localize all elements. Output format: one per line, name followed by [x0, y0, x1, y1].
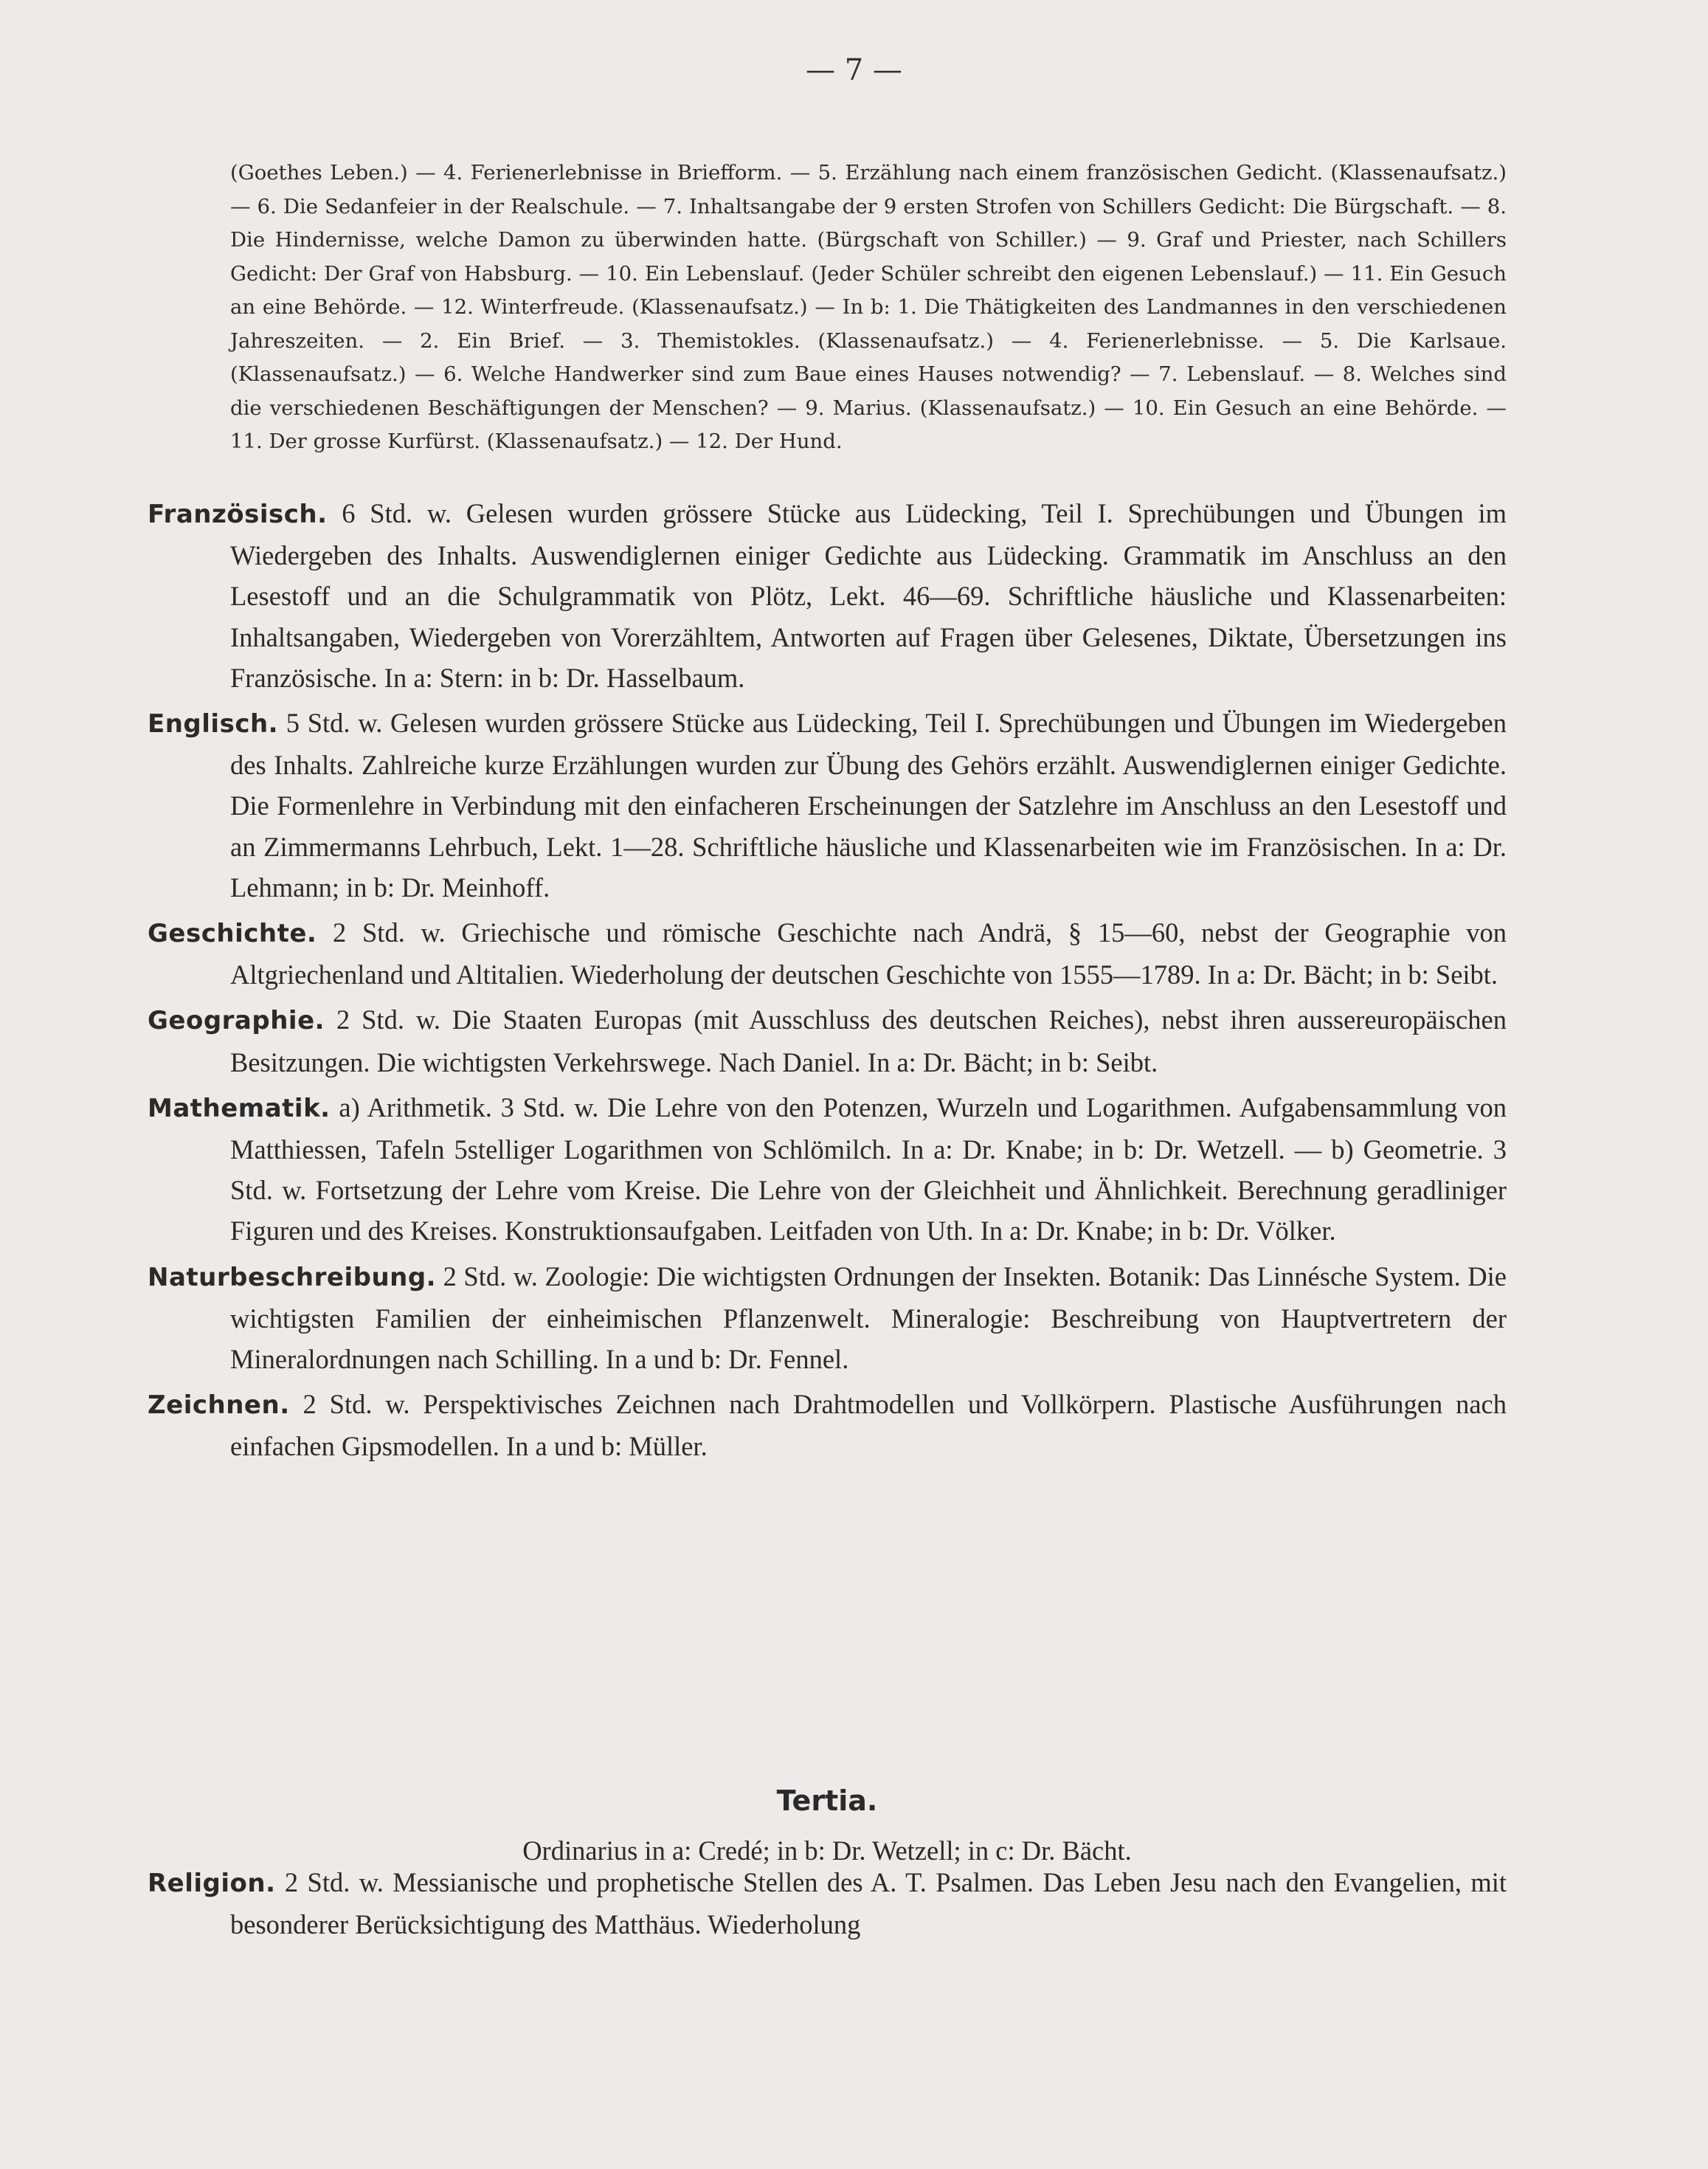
subject-heading: Religion.: [148, 1869, 276, 1898]
section-naturbeschreibung: [148, 1256, 1507, 1380]
section-zeichnen: [148, 1384, 1507, 1466]
intro-paragraph: (Goethes Leben.) — 4. Ferienerlebnisse in Briefform. — 5. Erzählung nach einem französischen Gedicht. (Klassenaufsatz.) — 6. Die Sedanfeier in der Realschule. — 7. Inhaltsangabe der 9 ersten Strofen von Schillers Gedicht: Die Bürgschaft. — 8. Die Hindernisse, welche Damon zu überwinden hatte. (Bürgschaft von Schiller.) — 9. Graf und Priester, nach Schillers Gedicht: Der Graf von Habsburg. — 10. Ein Lebenslauf. (Jeder Schüler schreibt den eigenen Lebenslauf.) — 11. Ein Gesuch an eine Behörde. — 12. Winterfreude. (Klassenaufsatz.) — In b: 1. Die Thätigkeiten des Landmannes in den verschiedenen Jahreszeiten. — 2. Ein Brief. — 3. Themistokles. (Klassenaufsatz.) — 4. Ferienerlebnisse. — 5. Die Karlsaue. (Klassenaufsatz.) — 6. Welche Handwerker sind zum Baue eines Hauses notwendig? — 7. Lebenslauf. — 8. Welches sind die verschiedenen Beschäftigungen der Menschen? — 9. Marius. (Klassenaufsatz.) — 10. Ein Gesuch an eine Behörde. — 11. Der grosse Kurfürst. (Klassenaufsatz.) — 12. Der Hund.: [230, 161, 1507, 453]
ordinarius-line: Ordinarius in a: Credé; in b: Dr. Wetzell; in c: Dr. Bächt.: [522, 1835, 1132, 1866]
section-text: 2 Std. w. Perspektivisches Zeichnen nach Drahtmodellen und Vollkörpern. Plastische Ausführungen nach einfachen Gipsmodellen. In a und b: Müller.: [230, 1389, 1507, 1462]
subject-heading: Mathematik.: [148, 1093, 331, 1123]
subject-heading: Naturbeschreibung.: [148, 1262, 437, 1292]
section-geographie: [148, 999, 1507, 1082]
section-text: 5 Std. w. Gelesen wurden grössere Stücke aus Lüdecking, Teil I. Sprechübungen und Übungen im Wiedergeben des Inhalts. Zahlreiche kurze Erzählungen wurden zur Übung des Gehörs erzählt. Auswendiglernen einiger Gedichte. Die Formenlehre in Verbindung mit den einfacheren Erscheinungen der Satzlehre im Anschluss an den Lesestoff und an Zimmermanns Lehrbuch, Lekt. 1—28. Schriftliche häusliche und Klassenarbeiten wie im Französischen. In a: Dr. Lehmann; in b: Dr. Meinhoff.: [230, 708, 1507, 903]
section-text: 2 Std. w. Zoologie: Die wichtigsten Ordnungen der Insekten. Botanik: Das Linnésche System. Die wichtigsten Familien der einheimischen Pflanzenwelt. Mineralogie: Beschreibung von Hauptvertretern der Mineralordnungen nach Schilling. In a und b: Dr. Fennel.: [230, 1261, 1507, 1375]
section-mathematik: [148, 1087, 1507, 1252]
tertia-heading-block: [148, 1779, 1507, 1872]
page-number: — 7 —: [806, 53, 902, 87]
section-text: 2 Std. w. Griechische und römische Geschichte nach Andrä, § 15—60, nebst der Geographie von Altgriechenland und Altitalien. Wiederholung der deutschen Geschichte von 1555—1789. In a: Dr. Bächt; in b: Seibt.: [230, 917, 1507, 990]
section-text: 6 Std. w. Gelesen wurden grössere Stücke aus Lüdecking, Teil I. Sprechübungen und Übungen im Wiedergeben des Inhalts. Auswendiglernen einiger Gedichte aus Lüdecking. Grammatik im Anschluss an den Lesestoff und an die Schulgrammatik von Plötz, Lekt. 46—69. Schriftliche häusliche und Klassenarbeiten: Inhaltsangaben, Wiedergeben von Vorerzähltem, Antworten auf Fragen über Gelesenes, Diktate, Übersetzungen ins Französische. In a: Stern: in b: Dr. Hasselbaum.: [230, 498, 1507, 693]
subject-heading: Englisch.: [148, 709, 279, 739]
section-text: 2 Std. w. Die Staaten Europas (mit Ausschluss des deutschen Reiches), nebst ihren aussereuropäischen Besitzungen. Die wichtigsten Verkehrswege. Nach Daniel. In a: Dr. Bächt; in b: Seibt.: [230, 1004, 1507, 1077]
class-title: Tertia.: [776, 1784, 878, 1817]
section-text: 2 Std. w. Messianische und prophetische Stellen des A. T. Psalmen. Das Leben Jesu nach den Evangelien, mit besonderer Berücksichtigung des Matthäus. Wiederholung: [230, 1867, 1507, 1940]
section-geschichte: [148, 912, 1507, 995]
section-text: a) Arithmetik. 3 Std. w. Die Lehre von den Potenzen, Wurzeln und Logarithmen. Aufgabensammlung von Matthiessen, Tafeln 5stelliger Logarithmen von Schlömilch. In a: Dr. Knabe; in b: Dr. Wetzell. — b) Geometrie. 3 Std. w. Fortsetzung der Lehre vom Kreise. Die Lehre von der Gleichheit und Ähnlichkeit. Berechnung geradliniger Figuren und des Kreises. Konstruktionsaufgaben. Leitfaden von Uth. In a: Dr. Knabe; in b: Dr. Völker.: [230, 1092, 1507, 1246]
subject-heading: Französisch.: [148, 500, 328, 529]
section-franzoesisch: [148, 493, 1507, 698]
subject-heading: Zeichnen.: [148, 1390, 290, 1421]
section-religion: [148, 1862, 1507, 1945]
subject-sections: [148, 493, 1507, 1467]
subject-heading: Geographie.: [148, 1006, 325, 1036]
subject-heading: Geschichte.: [148, 919, 317, 949]
section-englisch: [148, 703, 1507, 908]
